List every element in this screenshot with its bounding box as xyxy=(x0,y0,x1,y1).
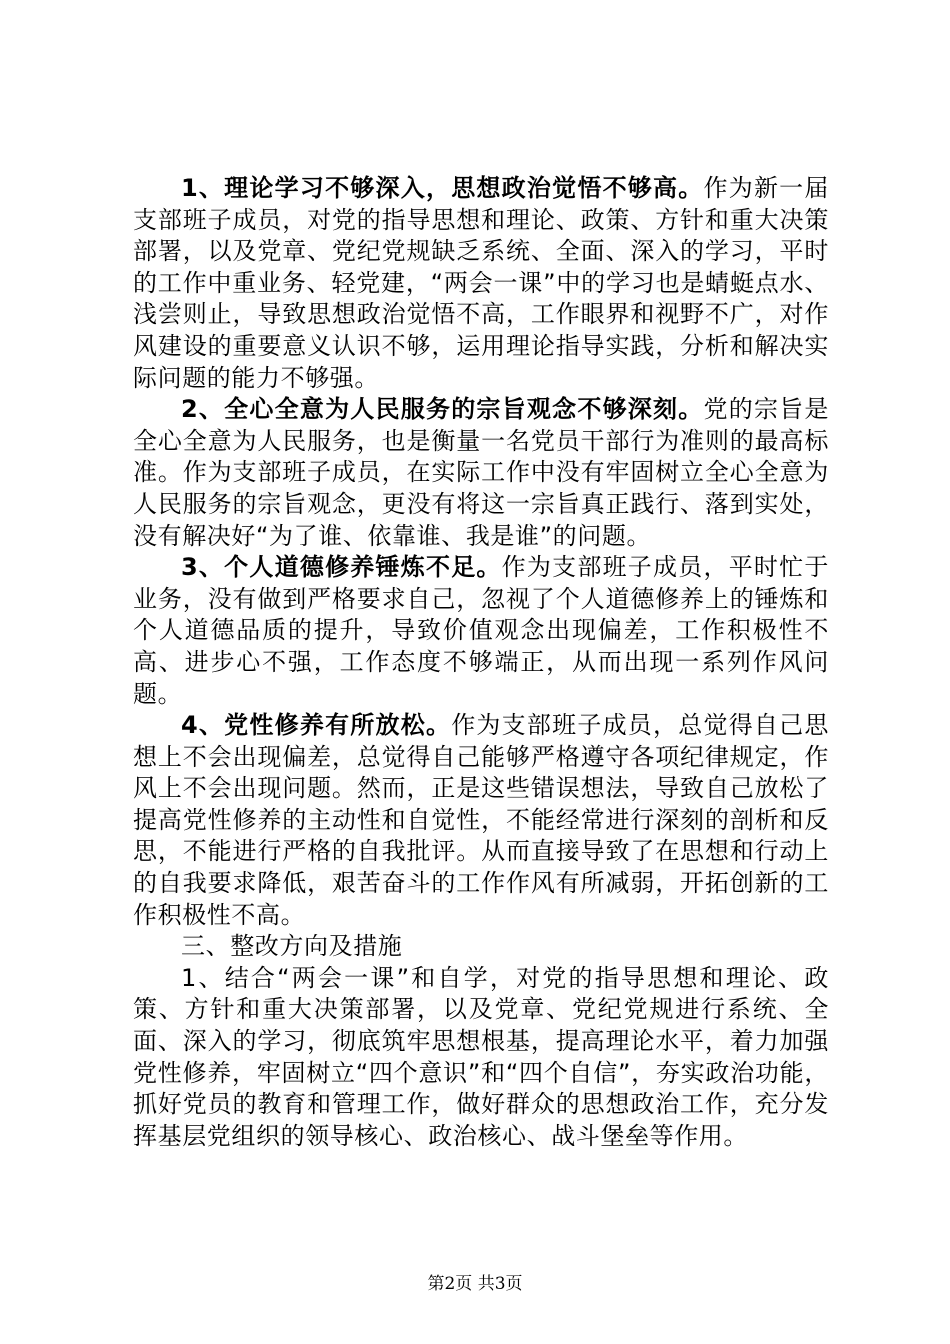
paragraph-body: 作为支部班子成员，总觉得自己思想上不会出现偏差，总觉得自己能够严格遵守各项纪律规定，作风上不会出现问题。然而，正是这些错误想法，导致自己放松了提高党性修养的主动性和自觉性，不能经常进行深刻的剖析和反思，不能进行严格的自我批评。从而直接导致了在思想和行动上的自我要求降低，艰苦奋斗的工作作风有所减弱，开拓创新的工作积极性不高。 xyxy=(133,711,829,929)
paragraph-body: 党的宗旨是全心全意为人民服务，也是衡量一名党员干部行为准则的最高标准。作为支部班子成员，在实际工作中没有牢固树立全心全意为人民服务的宗旨观念，更没有将这一宗旨真正践行、落到实处，没有解决好“为了谁、依靠谁、我是谁”的问题。 xyxy=(133,395,829,550)
paragraph-body: 作为支部班子成员，平时忙于业务，没有做到严格要求自己，忽视了个人道德修养上的锤炼和个人道德品质的提升，导致价值观念出现偏差，工作积极性不高、进步心不强，工作态度不够端正，从而出现一系列作风问题。 xyxy=(133,553,829,708)
paragraph-measure-1 xyxy=(133,963,829,1153)
paragraph-heading: 2、全心全意为人民服务的宗旨观念不够深刻。 xyxy=(181,395,704,424)
paragraph-serve-people xyxy=(133,394,829,552)
paragraph-heading: 3、个人道德修养锤炼不足。 xyxy=(181,553,502,582)
paragraph-heading: 4、党性修养有所放松。 xyxy=(181,711,452,740)
page-footer xyxy=(0,1269,950,1294)
paragraph-theory-study xyxy=(133,173,829,394)
section-heading-text: 三、整改方向及措施 xyxy=(181,932,403,961)
paragraph-party-spirit xyxy=(133,710,829,931)
section-heading-rectification xyxy=(133,931,829,963)
paragraph-moral-cultivation xyxy=(133,552,829,710)
page-number-label: 第2页 共3页 xyxy=(427,1274,523,1294)
paragraph-body: 1、结合“两会一课”和自学，对党的指导思想和理论、政策、方针和重大决策部署，以及党章、党纪党规进行系统、全面、深入的学习，彻底筑牢思想根基，提高理论水平，着力加强党性修养，牢固树立“四个意识”和“四个自信”，夯实政治功能，抓好党员的教育和管理工作，做好群众的思想政治工作，充分发挥基层党组织的领导核心、政治核心、战斗堡垒等作用。 xyxy=(133,963,829,1150)
document-body xyxy=(133,173,829,1152)
paragraph-body: 作为新一届支部班子成员，对党的指导思想和理论、政策、方针和重大决策部署，以及党章、党纪党规缺乏系统、全面、深入的学习，平时的工作中重业务、轻党建，“两会一课”中的学习也是蜻蜓点水、浅尝则止，导致思想政治觉悟不高，工作眼界和视野不广，对作风建设的重要意义认识不够，运用理论指导实践，分析和解决实际问题的能力不够强。 xyxy=(133,174,829,392)
paragraph-heading: 1、理论学习不够深入，思想政治觉悟不够高。 xyxy=(181,174,704,202)
